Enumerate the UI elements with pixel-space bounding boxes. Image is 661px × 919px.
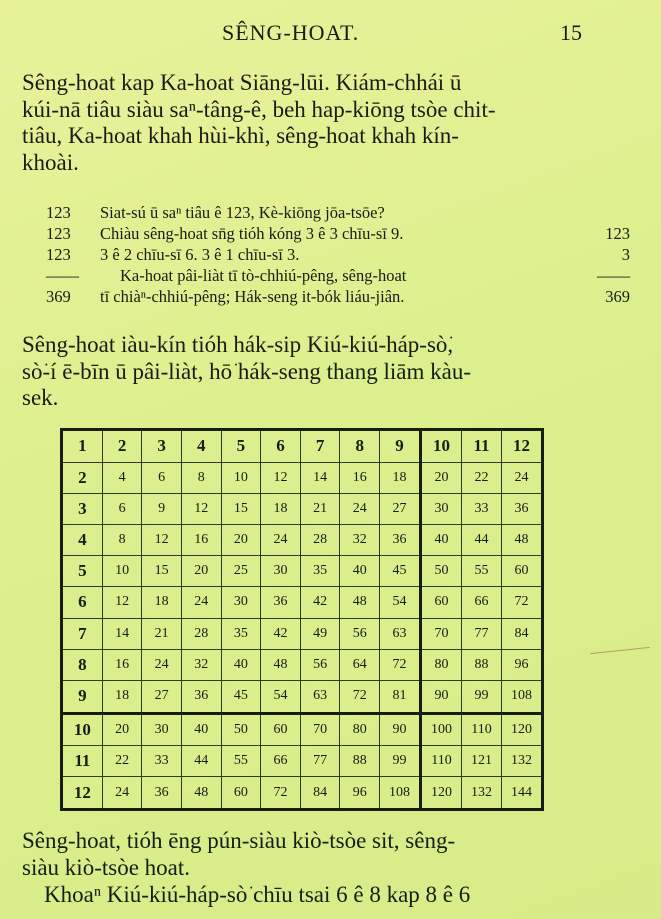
column-header-cell: 5 xyxy=(221,430,261,463)
product-cell: 20 xyxy=(221,525,261,556)
product-cell: 22 xyxy=(102,746,142,777)
paragraph-table-intro xyxy=(22,332,622,412)
product-cell: 48 xyxy=(181,777,221,810)
product-cell: 63 xyxy=(380,618,421,649)
example-row xyxy=(40,266,630,287)
product-cell: 120 xyxy=(421,777,462,810)
row-multiplier-cell: 12 xyxy=(62,777,103,810)
example-right-number: 3 xyxy=(621,245,630,264)
product-cell: 20 xyxy=(181,556,221,587)
paragraph-continuation xyxy=(44,882,644,909)
table-row xyxy=(62,777,543,810)
column-header-cell: 3 xyxy=(142,430,182,463)
row-multiplier-cell: 2 xyxy=(62,462,103,493)
product-cell: 36 xyxy=(501,493,542,524)
row-multiplier-cell: 11 xyxy=(62,746,103,777)
table-row xyxy=(62,556,543,587)
product-cell: 66 xyxy=(261,746,301,777)
column-header-cell: 10 xyxy=(421,430,462,463)
product-cell: 15 xyxy=(221,493,261,524)
product-cell: 132 xyxy=(501,746,542,777)
product-cell: 56 xyxy=(300,649,340,680)
product-cell: 55 xyxy=(221,746,261,777)
text-line: khoài. xyxy=(22,149,79,175)
product-cell: 30 xyxy=(421,493,462,524)
row-multiplier-cell: 5 xyxy=(62,556,103,587)
product-cell: 35 xyxy=(300,556,340,587)
table-row xyxy=(62,493,543,524)
table-row xyxy=(62,430,543,463)
product-cell: 72 xyxy=(261,777,301,810)
product-cell: 18 xyxy=(142,587,182,618)
product-cell: 132 xyxy=(462,777,502,810)
column-header-cell: 2 xyxy=(102,430,142,463)
product-cell: 36 xyxy=(142,777,182,810)
product-cell: 70 xyxy=(421,618,462,649)
column-header-cell: 8 xyxy=(340,430,380,463)
product-cell: 40 xyxy=(340,556,380,587)
paragraph-definition xyxy=(22,828,622,881)
product-cell: 44 xyxy=(462,525,502,556)
product-cell: 54 xyxy=(380,587,421,618)
page-header xyxy=(0,18,661,48)
product-cell: 81 xyxy=(380,680,421,713)
product-cell: 25 xyxy=(221,556,261,587)
product-cell: 110 xyxy=(462,713,502,746)
paragraph-intro xyxy=(22,70,622,176)
example-left-number: 123 xyxy=(46,224,71,243)
example-left-number: —— xyxy=(46,266,79,285)
product-cell: 45 xyxy=(221,680,261,713)
table-row xyxy=(62,680,543,713)
product-cell: 108 xyxy=(380,777,421,810)
product-cell: 42 xyxy=(300,587,340,618)
product-cell: 48 xyxy=(261,649,301,680)
product-cell: 60 xyxy=(221,777,261,810)
product-cell: 24 xyxy=(142,649,182,680)
product-cell: 16 xyxy=(102,649,142,680)
product-cell: 72 xyxy=(380,649,421,680)
product-cell: 55 xyxy=(462,556,502,587)
row-multiplier-cell: 8 xyxy=(62,649,103,680)
product-cell: 88 xyxy=(340,746,380,777)
row-multiplier-cell: 6 xyxy=(62,587,103,618)
product-cell: 84 xyxy=(300,777,340,810)
product-cell: 12 xyxy=(181,493,221,524)
product-cell: 24 xyxy=(102,777,142,810)
running-title: SÊNG-HOAT. xyxy=(222,20,360,45)
example-text: tī chiàⁿ-chhiú-pêng; Hák-seng it-bók liáu-jiân. xyxy=(100,287,405,306)
product-cell: 88 xyxy=(462,649,502,680)
product-cell: 28 xyxy=(300,525,340,556)
product-cell: 27 xyxy=(142,680,182,713)
product-cell: 49 xyxy=(300,618,340,649)
example-row xyxy=(40,287,630,308)
product-cell: 99 xyxy=(380,746,421,777)
product-cell: 24 xyxy=(340,493,380,524)
product-cell: 27 xyxy=(380,493,421,524)
example-row xyxy=(40,245,630,266)
product-cell: 60 xyxy=(261,713,301,746)
product-cell: 20 xyxy=(421,462,462,493)
example-right-number: 123 xyxy=(605,224,630,243)
product-cell: 60 xyxy=(501,556,542,587)
multiplication-table xyxy=(60,428,544,811)
example-left-number: 369 xyxy=(46,287,71,306)
product-cell: 96 xyxy=(340,777,380,810)
product-cell: 20 xyxy=(102,713,142,746)
column-header-cell: 12 xyxy=(501,430,542,463)
example-text: Siat-sú ū saⁿ tiâu ê 123, Kè-kiōng jōa-tsōe? xyxy=(100,203,385,222)
product-cell: 66 xyxy=(462,587,502,618)
row-multiplier-cell: 10 xyxy=(62,713,103,746)
table-row xyxy=(62,587,543,618)
product-cell: 70 xyxy=(300,713,340,746)
product-cell: 77 xyxy=(462,618,502,649)
text-line: sek. xyxy=(22,385,59,410)
product-cell: 24 xyxy=(501,462,542,493)
product-cell: 15 xyxy=(142,556,182,587)
row-multiplier-cell: 3 xyxy=(62,493,103,524)
table-row xyxy=(62,525,543,556)
product-cell: 33 xyxy=(142,746,182,777)
column-header-cell: 9 xyxy=(380,430,421,463)
product-cell: 56 xyxy=(340,618,380,649)
table-row xyxy=(62,462,543,493)
text-line: siàu kiò-tsòe hoat. xyxy=(22,854,190,880)
product-cell: 99 xyxy=(462,680,502,713)
text-line: Sêng-hoat iàu-kín tióh hák-sip Kiú-kiú-háp-sò͘, xyxy=(22,332,454,357)
product-cell: 63 xyxy=(300,680,340,713)
product-cell: 144 xyxy=(501,777,542,810)
page-number: 15 xyxy=(560,20,582,45)
product-cell: 80 xyxy=(421,649,462,680)
product-cell: 40 xyxy=(181,713,221,746)
product-cell: 16 xyxy=(340,462,380,493)
product-cell: 30 xyxy=(261,556,301,587)
product-cell: 30 xyxy=(142,713,182,746)
product-cell: 24 xyxy=(261,525,301,556)
product-cell: 14 xyxy=(102,618,142,649)
product-cell: 54 xyxy=(261,680,301,713)
product-cell: 16 xyxy=(181,525,221,556)
product-cell: 72 xyxy=(501,587,542,618)
product-cell: 96 xyxy=(501,649,542,680)
column-header-cell: 7 xyxy=(300,430,340,463)
product-cell: 32 xyxy=(340,525,380,556)
product-cell: 50 xyxy=(221,713,261,746)
product-cell: 36 xyxy=(181,680,221,713)
product-cell: 100 xyxy=(421,713,462,746)
product-cell: 45 xyxy=(380,556,421,587)
product-cell: 6 xyxy=(142,462,182,493)
example-row xyxy=(40,224,630,245)
product-cell: 42 xyxy=(261,618,301,649)
text-line: Khoaⁿ Kiú-kiú-háp-sò͘ chīu tsai 6 ê 8 kap 8 ê 6 xyxy=(44,882,471,907)
product-cell: 8 xyxy=(181,462,221,493)
product-cell: 9 xyxy=(142,493,182,524)
product-cell: 28 xyxy=(181,618,221,649)
product-cell: 18 xyxy=(261,493,301,524)
product-cell: 110 xyxy=(421,746,462,777)
product-cell: 84 xyxy=(501,618,542,649)
product-cell: 40 xyxy=(421,525,462,556)
product-cell: 30 xyxy=(221,587,261,618)
product-cell: 22 xyxy=(462,462,502,493)
example-text: Ka-hoat pâi-liàt tī tò-chhiú-pêng, sêng-hoat xyxy=(120,266,407,285)
product-cell: 24 xyxy=(181,587,221,618)
example-right-number: —— xyxy=(597,266,630,285)
product-cell: 80 xyxy=(340,713,380,746)
product-cell: 50 xyxy=(421,556,462,587)
product-cell: 10 xyxy=(102,556,142,587)
worked-example xyxy=(40,203,630,308)
product-cell: 33 xyxy=(462,493,502,524)
example-right-number: 369 xyxy=(605,287,630,306)
product-cell: 40 xyxy=(221,649,261,680)
product-cell: 48 xyxy=(501,525,542,556)
table-row xyxy=(62,713,543,746)
text-line: Sêng-hoat, tióh ēng pún-siàu kiò-tsòe sit, sêng- xyxy=(22,828,456,853)
example-text: Chiàu sêng-hoat sn̄g tióh kóng 3 ê 3 chīu-sī 9. xyxy=(100,224,404,243)
product-cell: 21 xyxy=(142,618,182,649)
example-row xyxy=(40,203,630,224)
product-cell: 8 xyxy=(102,525,142,556)
product-cell: 48 xyxy=(340,587,380,618)
example-left-number: 123 xyxy=(46,245,71,264)
product-cell: 12 xyxy=(102,587,142,618)
text-line: sò͘-í ē-bīn ū pâi-liàt, hō͘ hák-seng thang liām kàu- xyxy=(22,358,472,384)
text-line: Sêng-hoat kap Ka-hoat Siāng-lūi. Kiám-chhái ū xyxy=(22,70,462,95)
product-cell: 4 xyxy=(102,462,142,493)
product-cell: 90 xyxy=(380,713,421,746)
product-cell: 14 xyxy=(300,462,340,493)
table-row xyxy=(62,618,543,649)
product-cell: 32 xyxy=(181,649,221,680)
product-cell: 60 xyxy=(421,587,462,618)
product-cell: 120 xyxy=(501,713,542,746)
product-cell: 44 xyxy=(181,746,221,777)
text-line: tiâu, Ka-hoat khah hùi-khì, sêng-hoat khah kín- xyxy=(22,123,459,148)
row-multiplier-cell: 1 xyxy=(62,430,103,463)
product-cell: 108 xyxy=(501,680,542,713)
product-cell: 18 xyxy=(102,680,142,713)
column-header-cell: 6 xyxy=(261,430,301,463)
table-row xyxy=(62,746,543,777)
product-cell: 12 xyxy=(261,462,301,493)
product-cell: 35 xyxy=(221,618,261,649)
paper-mark xyxy=(590,647,650,654)
text-line: kúi-nā tiâu siàu saⁿ-tâng-ê, beh hap-kiōng tsòe chit- xyxy=(22,96,496,122)
product-cell: 90 xyxy=(421,680,462,713)
product-cell: 12 xyxy=(142,525,182,556)
row-multiplier-cell: 7 xyxy=(62,618,103,649)
row-multiplier-cell: 9 xyxy=(62,680,103,713)
example-text: 3 ê 2 chīu-sī 6. 3 ê 1 chīu-sī 3. xyxy=(100,245,300,264)
product-cell: 36 xyxy=(380,525,421,556)
column-header-cell: 11 xyxy=(462,430,502,463)
product-cell: 64 xyxy=(340,649,380,680)
product-cell: 21 xyxy=(300,493,340,524)
product-cell: 77 xyxy=(300,746,340,777)
product-cell: 10 xyxy=(221,462,261,493)
column-header-cell: 4 xyxy=(181,430,221,463)
product-cell: 121 xyxy=(462,746,502,777)
row-multiplier-cell: 4 xyxy=(62,525,103,556)
product-cell: 18 xyxy=(380,462,421,493)
product-cell: 72 xyxy=(340,680,380,713)
product-cell: 6 xyxy=(102,493,142,524)
example-left-number: 123 xyxy=(46,203,71,222)
table-row xyxy=(62,649,543,680)
product-cell: 36 xyxy=(261,587,301,618)
